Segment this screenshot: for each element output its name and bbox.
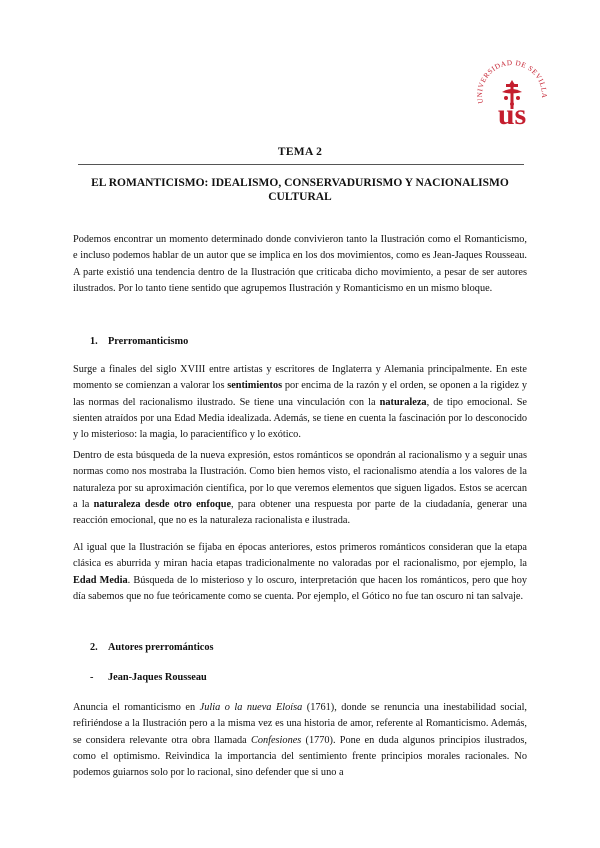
logo-letters: us: [497, 98, 527, 131]
subsection-rousseau-heading: [90, 672, 207, 683]
university-seal-icon: [472, 58, 552, 138]
document-title: EL ROMANTICISMO: IDEALISMO, CONSERVADURISMO Y NACIONALISMO CULTURAL: [91, 177, 509, 203]
bold-edad-media: Edad Media: [73, 574, 128, 586]
italic-julia: Julia o la nueva Eloísa: [199, 702, 303, 713]
logo-arc-text: UNIVERSIDAD DE SEVILLA: [475, 58, 549, 105]
subsection-rousseau-title: Jean-Jaques Rousseau: [108, 672, 207, 683]
italic-confesiones: Confesiones: [250, 734, 302, 746]
section-1-number: 1.: [90, 336, 98, 347]
section-2-paragraph-1: Anuncia el romanticismo en Julia o la nueva Eloísa (1761), donde se renuncia una inestabilidad social, refiriéndose a la Ilustración pero a la misma vez es una historia de amor, referente al Romanticismo. Además, se considera relevante otra obra llamada Confesiones (1770). Pone en duda algunos principios ilustrados, como el optimismo. Reivindica la importancia del sentimiento frente principios morales racionales. No podemos guiarnos solo por lo racional, sino defender que si uno a: [73, 702, 528, 779]
university-logo: [472, 58, 552, 138]
section-1-paragraph-2: Dentro de esta búsqueda de la nueva expresión, estos románticos se opondrán al racionalismo y a seguir unas normas como nos mostraba la Ilustración. Como bien hemos visto, el racionalismo atendía a los valores de la naturaleza por su aproximación científica, por lo que veremos elementos que siguen ligados. Estos se acercan a la naturaleza desde otro enfoque, para obtener una respuesta por parte de la ciudadanía, generar una reacción emocional, que no es la naturaleza racionalista e ilustrada.: [73, 450, 527, 527]
subsection-dash: -: [90, 672, 94, 683]
section-1-paragraph-1: Surge a finales del siglo XVIII entre artistas y escritores de Inglaterra y Alemania principalmente. En este momento se comienzan a valorar los sentimientos por encima de la razón y el orden, se oponen a la rigidez y las normas del racionalismo ilustrado. Se tiene una vinculación con la naturaleza, de tipo emocional. Se sienten atraídos por una Edad Media idealizada. Además, se tiene en cuenta la fascinación por lo desconocido y lo misterioso: la magia, lo paracientífico y lo exótico.: [73, 364, 527, 441]
section-1-paragraph-3: Al igual que la Ilustración se fijaba en épocas anteriores, estos primeros románticos consideran que la etapa clásica es aburrida y miran hacia etapas tradicionalmente no valoradas por el racionalismo, por ejemplo, la Edad Media. Búsqueda de lo misterioso y lo oscuro, interpretación que hacen los románticos, pero que hoy día sabemos que no fue teóricamente como se cuenta. Por ejemplo, el Gótico no fue tan oscuro ni tan salvaje.: [73, 542, 527, 602]
bold-naturaleza-enfoque: naturaleza desde otro enfoque: [93, 498, 232, 510]
tema-label: TEMA 2: [277, 146, 323, 158]
section-2-heading: [90, 642, 214, 653]
intro-paragraph: Podemos encontrar un momento determinado donde convivieron tanto la Ilustración como el Romanticismo, e incluso podemos hablar de un autor que se implica en los dos movimientos, como es Jean-Jaques Rousseau. A parte existió una tendencia dentro de la Ilustración que criticaba dicho movimiento, a pesar de ser autores ilustrados. Por lo tanto tiene sentido que agrupemos Ilustración y Romanticismo en un mismo bloque.: [73, 234, 527, 294]
section-1-heading: [90, 336, 188, 347]
bold-naturaleza: naturaleza: [379, 396, 427, 408]
section-2-title: Autores prerrománticos: [108, 642, 214, 653]
title-divider: [78, 164, 524, 165]
section-1-title: Prerromanticismo: [108, 336, 189, 347]
bold-sentimientos: sentimientos: [227, 380, 283, 392]
section-2-number: 2.: [90, 642, 98, 653]
